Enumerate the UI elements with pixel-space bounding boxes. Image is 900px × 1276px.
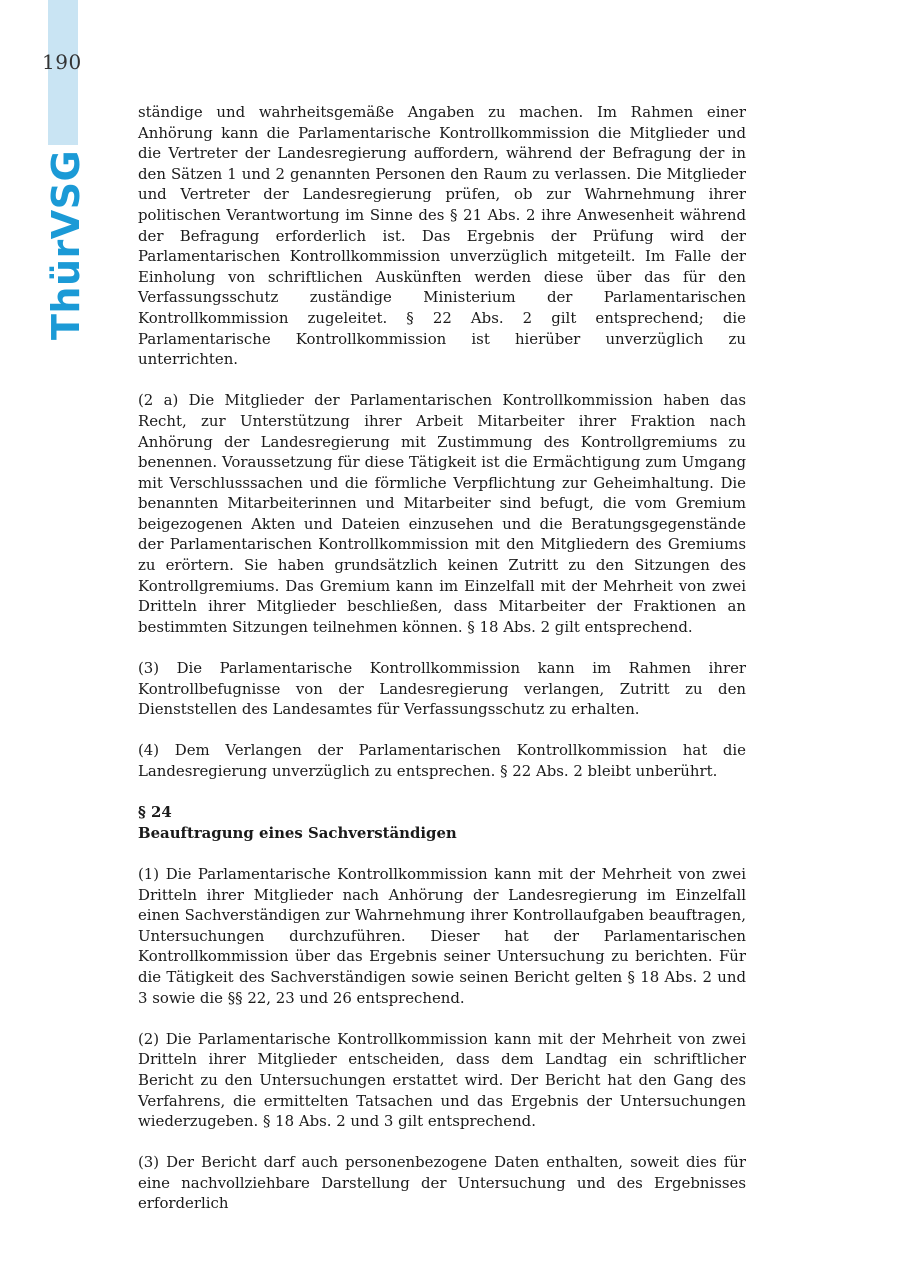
section-title: Beauftragung eines Sachverständigen xyxy=(138,823,457,842)
section-heading xyxy=(138,802,746,843)
section-paragraph-2: (2) Die Parlamentarische Kontrollkommission kann mit der Mehrheit von zwei Dritteln ihrer Mitglieder entscheiden, dass dem Landtag ein schriftlicher Bericht zu den Untersuchungen erstattet wird. Der Bericht hat den Gang des Verfahrens, die ermittelten Tatsachen und das Ergebnis der Untersuchungen wiederzugeben. § 18 Abs. 2 und 3 gilt entsprechend. xyxy=(138,1029,746,1131)
paragraph-3: (3) Die Parlamentarische Kontrollkommission kann im Rahmen ihrer Kontrollbefugnisse von der Landesregierung verlangen, Zutritt zu den Dienststellen des Landesamtes für Verfassungsschutz zu erhalten. xyxy=(138,659,746,719)
page-number: 190 xyxy=(42,50,82,74)
section-paragraph-1: (1) Die Parlamentarische Kontrollkommission kann mit der Mehrheit von zwei Dritteln ihrer Mitglieder nach Anhörung der Landesregierung im Einzelfall einen Sachverständigen zur Wahrnehmung ihrer Kontrollaufgaben beauftragen, Untersuchungen durchzuführen. Dieser hat der Parlamentarischen Kontrollkommission über das Ergebnis seiner Untersuchung zu berichten. Für die Tätigkeit des Sachverständigen sowie seinen Bericht gelten § 18 Abs. 2 und 3 sowie die §§ 22, 23 und 26 entsprechend. xyxy=(138,864,746,1007)
paragraph-4: (4) Dem Verlangen der Parlamentarischen Kontrollkommission hat die Landesregierung unverzüglich zu entsprechen. § 22 Abs. 2 bleibt unberührt. xyxy=(138,741,746,780)
paragraph-continuation: ständige und wahrheitsgemäße Angaben zu machen. Im Rahmen einer Anhörung kann die Parlamentarische Kontrollkommission die Mitglieder und die Vertreter der Landesregierung auffordern, während der Befragung der in den Sätzen 1 und 2 genannten Personen den Raum zu verlassen. Die Mitglieder und Vertreter der Landesregierung prüfen, ob zur Wahrnehmung ihrer politischen Verantwortung im Sinne des § 21 Abs. 2 ihre Anwesenheit während der Befragung erforderlich ist. Das Ergebnis der Prüfung wird der Parlamentarischen Kontrollkommission unverzüglich mitgeteilt. Im Falle der Einholung von schriftlichen Auskünften werden diese über das für den Verfassungsschutz zuständige Ministerium der Parlamentarischen Kontrollkommission zugeleitet. § 22 Abs. 2 gilt entsprechend; die Parlamentarische Kontrollkommission ist hierüber unverzüglich zu unterrichten. xyxy=(138,103,746,369)
side-title: ThürVSG xyxy=(44,149,88,340)
section-number: § 24 xyxy=(138,803,172,822)
document-body xyxy=(138,102,746,1235)
section-paragraph-3: (3) Der Bericht darf auch personenbezogene Daten enthalten, soweit dies für eine nachvollziehbare Darstellung der Untersuchung und des Ergebnisses erforderlich xyxy=(138,1153,746,1213)
paragraph-2a: (2 a) Die Mitglieder der Parlamentarischen Kontrollkommission haben das Recht, zur Unterstützung ihrer Arbeit Mitarbeiter ihrer Fraktion nach Anhörung der Landesregierung mit Zustimmung des Kontrollgremiums zu benennen. Voraussetzung für diese Tätigkeit ist die Ermächtigung zum Umgang mit Verschlusssachen und die förmliche Verpflichtung zur Geheimhaltung. Die benannten Mitarbeiterinnen und Mitarbeiter sind befugt, die vom Gremium beigezogenen Akten und Dateien einzusehen und die Beratungsgegenstände der Parlamentarischen Kontrollkommission mit den Mitgliedern des Gremiums zu erörtern. Sie haben grundsätzlich keinen Zutritt zu den Sitzungen des Kontrollgremiums. Das Gremium kann im Einzelfall mit der Mehrheit von zwei Dritteln ihrer Mitglieder beschließen, dass Mitarbeiter der Fraktionen an bestimmten Sitzungen teilnehmen können. § 18 Abs. 2 gilt entsprechend. xyxy=(138,391,746,636)
